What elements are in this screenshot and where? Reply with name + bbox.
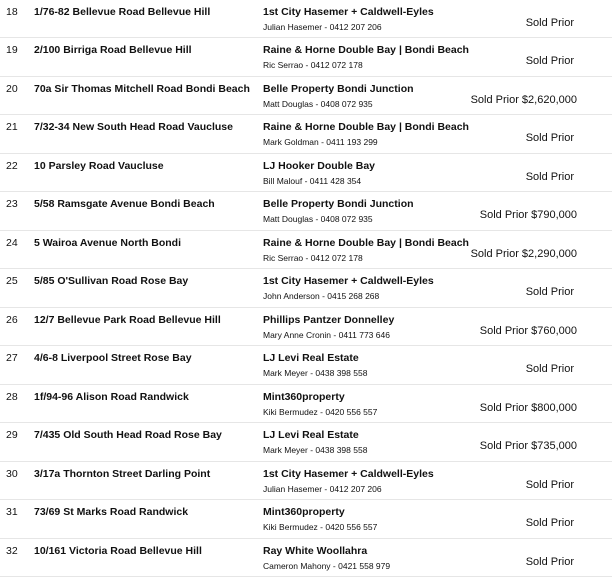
- row-number: 24: [6, 236, 18, 249]
- agency-name: Ray White Woollahra: [263, 544, 368, 557]
- agency-name: Phillips Pantzer Donnelley: [263, 313, 395, 326]
- sale-result: Sold Prior: [525, 17, 574, 29]
- result-row: [0, 462, 612, 501]
- agent-contact: John Anderson - 0415 268 268: [263, 291, 380, 301]
- agent-contact: Kiki Bermudez - 0420 556 557: [263, 522, 378, 532]
- agency-name: Belle Property Bondi Junction: [263, 82, 414, 95]
- result-row: [0, 500, 612, 539]
- result-row: [0, 423, 612, 462]
- result-row: [0, 269, 612, 308]
- property-address: 12/7 Bellevue Park Road Bellevue Hill: [34, 313, 221, 326]
- agency-name: Raine & Horne Double Bay | Bondi Beach: [263, 121, 469, 133]
- agent-contact: Ric Serrao - 0412 072 178: [263, 252, 363, 263]
- sale-result: Sold Prior: [525, 132, 574, 144]
- property-address: 10/161 Victoria Road Bellevue Hill: [34, 544, 202, 557]
- agent-contact: Ric Serrao - 0412 072 178: [263, 60, 363, 70]
- row-number: 20: [6, 82, 18, 95]
- agent-contact: Kiki Bermudez - 0420 556 557: [263, 406, 378, 417]
- agent-contact: Julian Hasemer - 0412 207 206: [263, 22, 382, 32]
- result-row: [0, 115, 612, 154]
- property-address: 5/58 Ramsgate Avenue Bondi Beach: [34, 198, 215, 210]
- result-row: [0, 154, 612, 193]
- result-row: [0, 77, 612, 116]
- result-row: [0, 38, 612, 77]
- property-address: 5/85 O'Sullivan Road Rose Bay: [34, 275, 189, 287]
- agent-contact: Bill Malouf - 0411 428 354: [263, 175, 362, 186]
- sale-result: Sold Prior $2,290,000: [470, 247, 577, 260]
- sale-result: Sold Prior: [525, 555, 574, 568]
- sale-result: Sold Prior: [525, 55, 574, 67]
- sale-result: Sold Prior $790,000: [479, 209, 577, 221]
- sale-result: Sold Prior $760,000: [479, 324, 577, 337]
- row-number: 18: [6, 6, 18, 18]
- row-number: 30: [6, 467, 18, 480]
- sale-result: Sold Prior $735,000: [479, 440, 577, 452]
- agency-name: Belle Property Bondi Junction: [263, 198, 414, 210]
- sale-result: Sold Prior: [525, 286, 574, 298]
- sale-result: Sold Prior: [525, 363, 574, 375]
- property-address: 10 Parsley Road Vaucluse: [34, 159, 164, 172]
- agent-contact: Mark Goldman - 0411 193 299: [263, 137, 378, 147]
- agent-contact: Mary Anne Cronin - 0411 773 646: [263, 329, 390, 340]
- sale-result: Sold Prior $2,620,000: [470, 93, 577, 106]
- sale-result: Sold Prior: [525, 478, 574, 491]
- agent-contact: Matt Douglas - 0408 072 935: [263, 214, 373, 224]
- agency-name: LJ Hooker Double Bay: [263, 159, 376, 172]
- row-number: 22: [6, 159, 18, 172]
- row-number: 23: [6, 198, 18, 210]
- property-address: 3/17a Thornton Street Darling Point: [34, 467, 211, 480]
- agent-contact: Julian Hasemer - 0412 207 206: [263, 483, 382, 494]
- result-row: [0, 385, 612, 424]
- result-row: [0, 308, 612, 347]
- row-number: 28: [6, 390, 18, 403]
- sale-result: Sold Prior: [525, 517, 574, 529]
- property-address: 7/32-34 New South Head Road Vaucluse: [34, 121, 233, 133]
- agency-name: Raine & Horne Double Bay | Bondi Beach: [263, 44, 469, 56]
- agency-name: Mint360property: [263, 506, 345, 518]
- result-row: [0, 346, 612, 385]
- property-address: 73/69 St Marks Road Randwick: [34, 506, 189, 518]
- property-address: 7/435 Old South Head Road Rose Bay: [34, 429, 222, 441]
- row-number: 19: [6, 44, 18, 56]
- agent-contact: Matt Douglas - 0408 072 935: [263, 98, 373, 109]
- result-row: [0, 231, 612, 270]
- row-number: 21: [6, 121, 18, 133]
- property-address: 5 Wairoa Avenue North Bondi: [34, 236, 182, 249]
- row-number: 32: [6, 544, 18, 557]
- sale-result: Sold Prior: [525, 170, 574, 183]
- row-number: 25: [6, 275, 18, 287]
- agency-name: Mint360property: [263, 390, 345, 403]
- agency-name: LJ Levi Real Estate: [263, 429, 359, 441]
- agency-name: 1st City Hasemer + Caldwell-Eyles: [263, 467, 434, 480]
- agency-name: LJ Levi Real Estate: [263, 352, 359, 364]
- row-number: 27: [6, 352, 18, 364]
- property-address: 2/100 Birriga Road Bellevue Hill: [34, 44, 192, 56]
- property-address: 1/76-82 Bellevue Road Bellevue Hill: [34, 6, 211, 18]
- result-row: [0, 192, 612, 231]
- agent-contact: Mark Meyer - 0438 398 558: [263, 445, 368, 455]
- row-number: 31: [6, 506, 18, 518]
- agency-name: Raine & Horne Double Bay | Bondi Beach: [263, 236, 469, 249]
- property-address: 4/6-8 Liverpool Street Rose Bay: [34, 352, 192, 364]
- agent-contact: Mark Meyer - 0438 398 558: [263, 368, 368, 378]
- agent-contact: Cameron Mahony - 0421 558 979: [263, 560, 391, 571]
- row-number: 26: [6, 313, 18, 326]
- agency-name: 1st City Hasemer + Caldwell-Eyles: [263, 6, 434, 18]
- result-row: [0, 539, 612, 578]
- result-row: [0, 0, 612, 38]
- property-address: 70a Sir Thomas Mitchell Road Bondi Beach: [34, 82, 250, 95]
- row-number: 29: [6, 429, 18, 441]
- property-address: 1f/94-96 Alison Road Randwick: [34, 390, 189, 403]
- sale-result: Sold Prior $800,000: [479, 401, 577, 414]
- agency-name: 1st City Hasemer + Caldwell-Eyles: [263, 275, 434, 287]
